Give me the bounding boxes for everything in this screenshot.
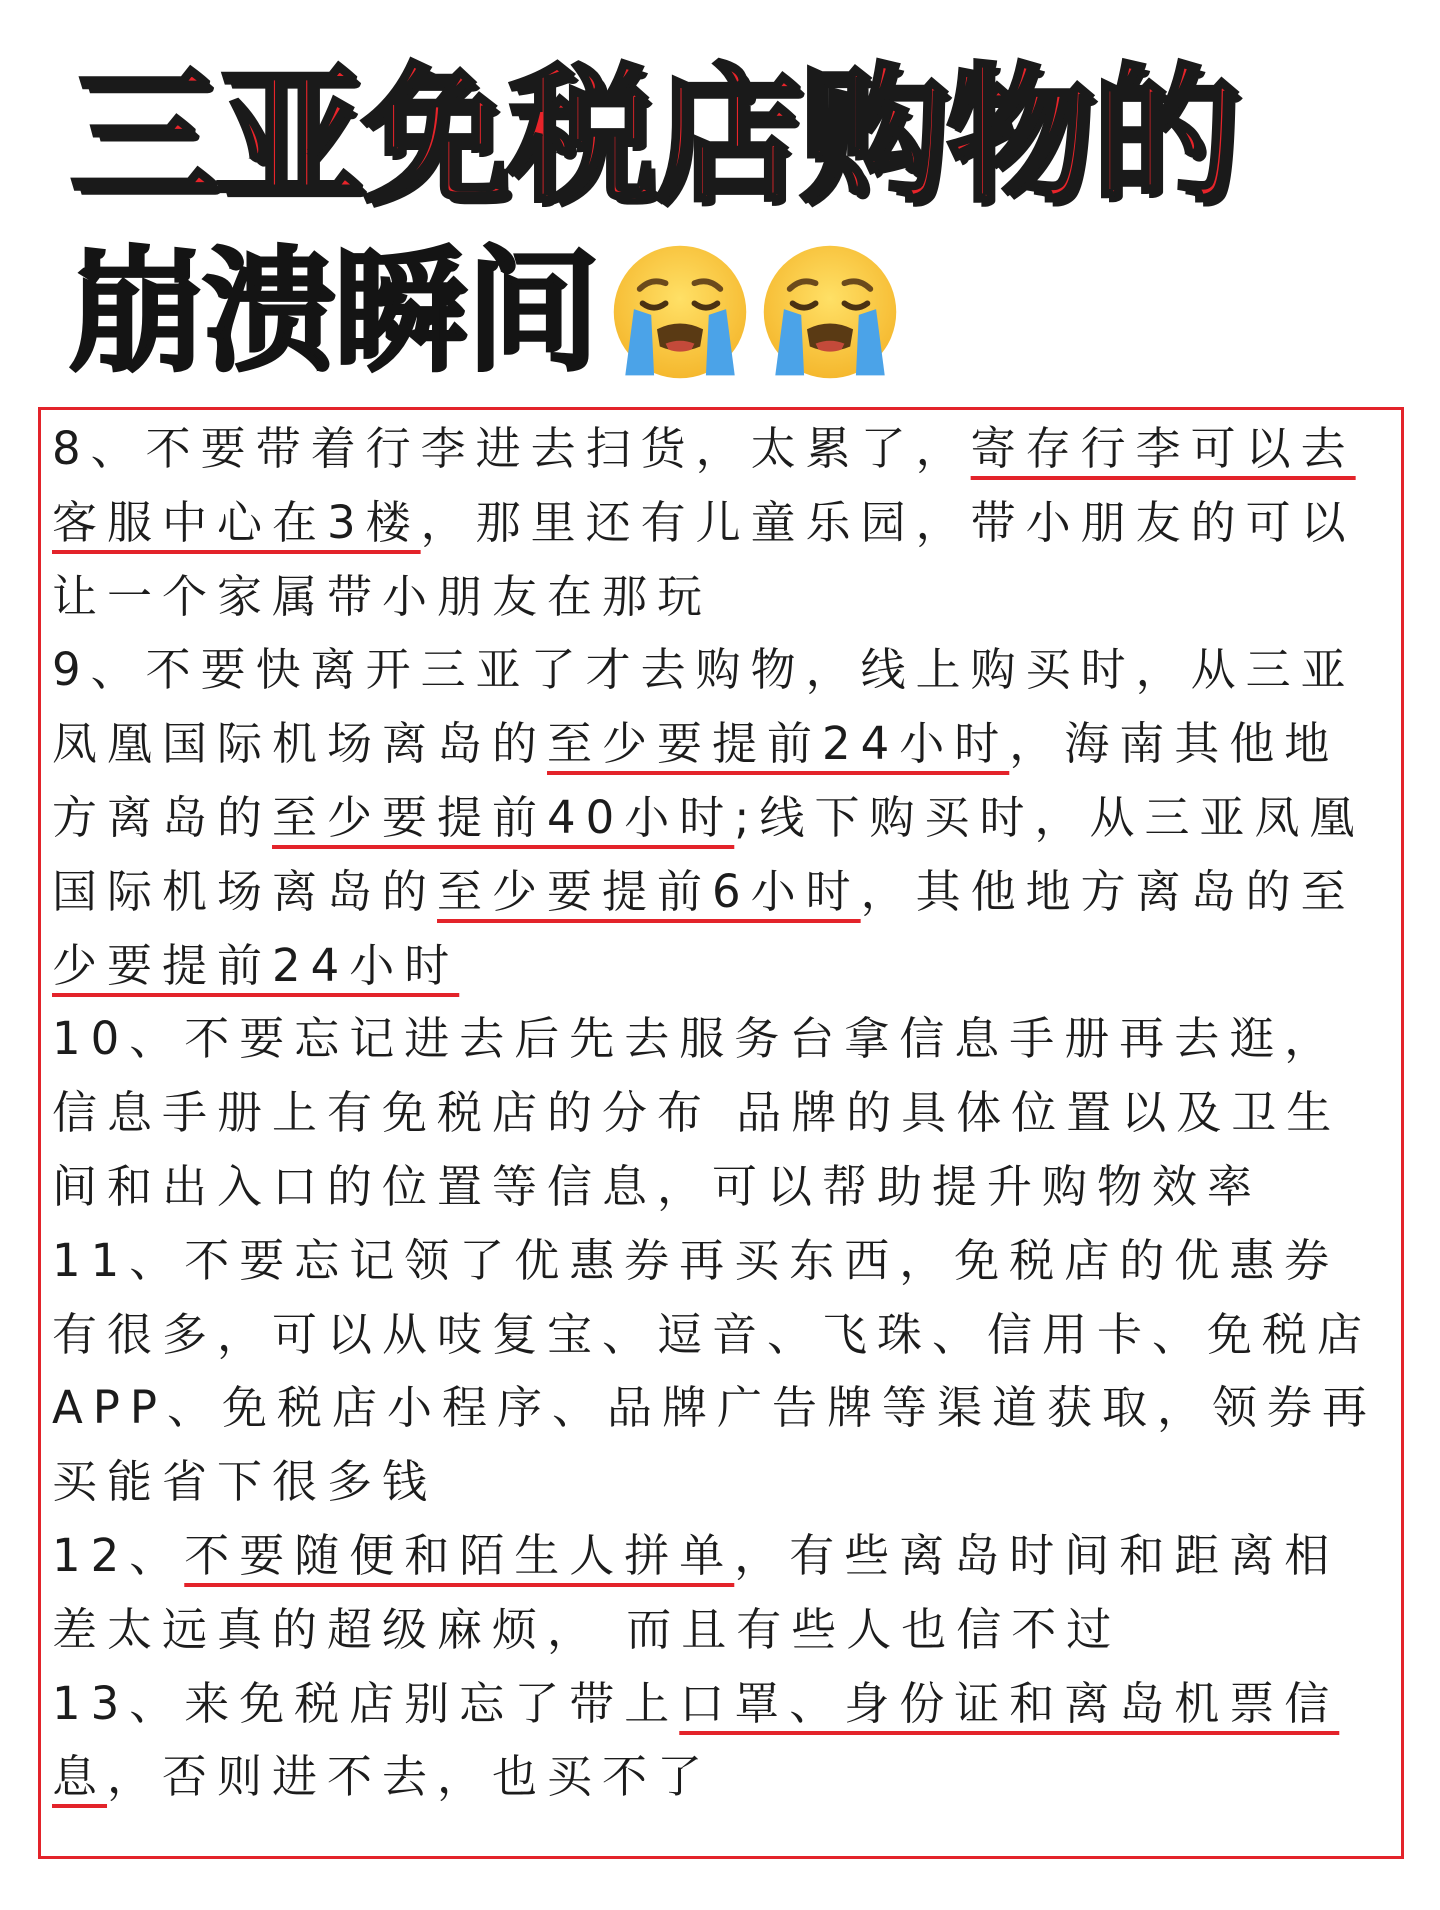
page-title-line-2 bbox=[70, 234, 902, 390]
tip-highlight-text: 不要随便和陌生人拼单 bbox=[184, 1528, 735, 1582]
tip-text: 9、不要快离开三亚了才去购物，线上购买时，从三亚凤凰国际机场离岛的 bbox=[52, 643, 1356, 771]
tip-text: ;线下购买时，从三亚凤凰国际机场离岛的 bbox=[52, 790, 1365, 918]
tip-item bbox=[52, 412, 1392, 633]
tip-text: ，海南其他地方离岛的 bbox=[52, 717, 1340, 844]
tip-text: ，那里还有儿童乐园，带小朋友的可以让一个家属带小朋友在那玩 bbox=[52, 495, 1356, 623]
tip-text: 11、不要忘记领了优惠券再买东西，免税店的优惠券有很多，可以从吱复宝、逗音、飞珠、信用卡、免税店APP、免税店小程序、品牌广告牌等渠道获取，领券再买能省下很多钱 bbox=[52, 1233, 1378, 1509]
crying-face-icon bbox=[608, 240, 752, 384]
tip-text: ，其他地方离岛的至 bbox=[860, 864, 1356, 918]
tip-highlight-text: 至少要提前6小时 bbox=[437, 864, 861, 918]
tip-highlight-text: 寄存行李可以去客服中心在3楼 bbox=[52, 422, 1356, 549]
tip-item bbox=[52, 1667, 1392, 1815]
tips-list bbox=[52, 412, 1392, 1814]
tip-highlight-text: 少要提前24小时 bbox=[52, 938, 460, 992]
crying-face-icon bbox=[758, 240, 902, 384]
tip-text: 13、来免税店别忘了带上 bbox=[52, 1676, 680, 1730]
tip-text: ，有些离岛时间和距离相差太远真的超级麻烦， 而且有些人也信不过 bbox=[52, 1528, 1340, 1656]
page-title-line-2-text: 崩溃瞬间 bbox=[70, 234, 599, 390]
tip-text: 12、 bbox=[52, 1528, 185, 1582]
tip-item bbox=[52, 1002, 1392, 1223]
tip-text: ，否则进不去，也买不了 bbox=[107, 1750, 713, 1804]
page-title-line-1: 三亚免税店购物的 bbox=[70, 50, 1238, 222]
tip-highlight-text: 至少要提前40小时 bbox=[272, 790, 735, 844]
tip-text: 8、不要带着行李进去扫货，太累了， bbox=[52, 422, 971, 475]
tip-highlight-text: 口罩、身份证和离岛机票信息 bbox=[52, 1676, 1340, 1804]
tip-text: 10、不要忘记进去后先去服务台拿信息手册再去逛，信息手册上有免税店的分布 品牌的具体位置以及卫生间和出入口的位置等信息，可以帮助提升购物效率 bbox=[52, 1012, 1342, 1213]
tip-highlight-text: 至少要提前24小时 bbox=[547, 717, 1010, 771]
tip-item bbox=[52, 1224, 1392, 1519]
tip-item bbox=[52, 633, 1392, 1002]
tip-item bbox=[52, 1519, 1392, 1667]
